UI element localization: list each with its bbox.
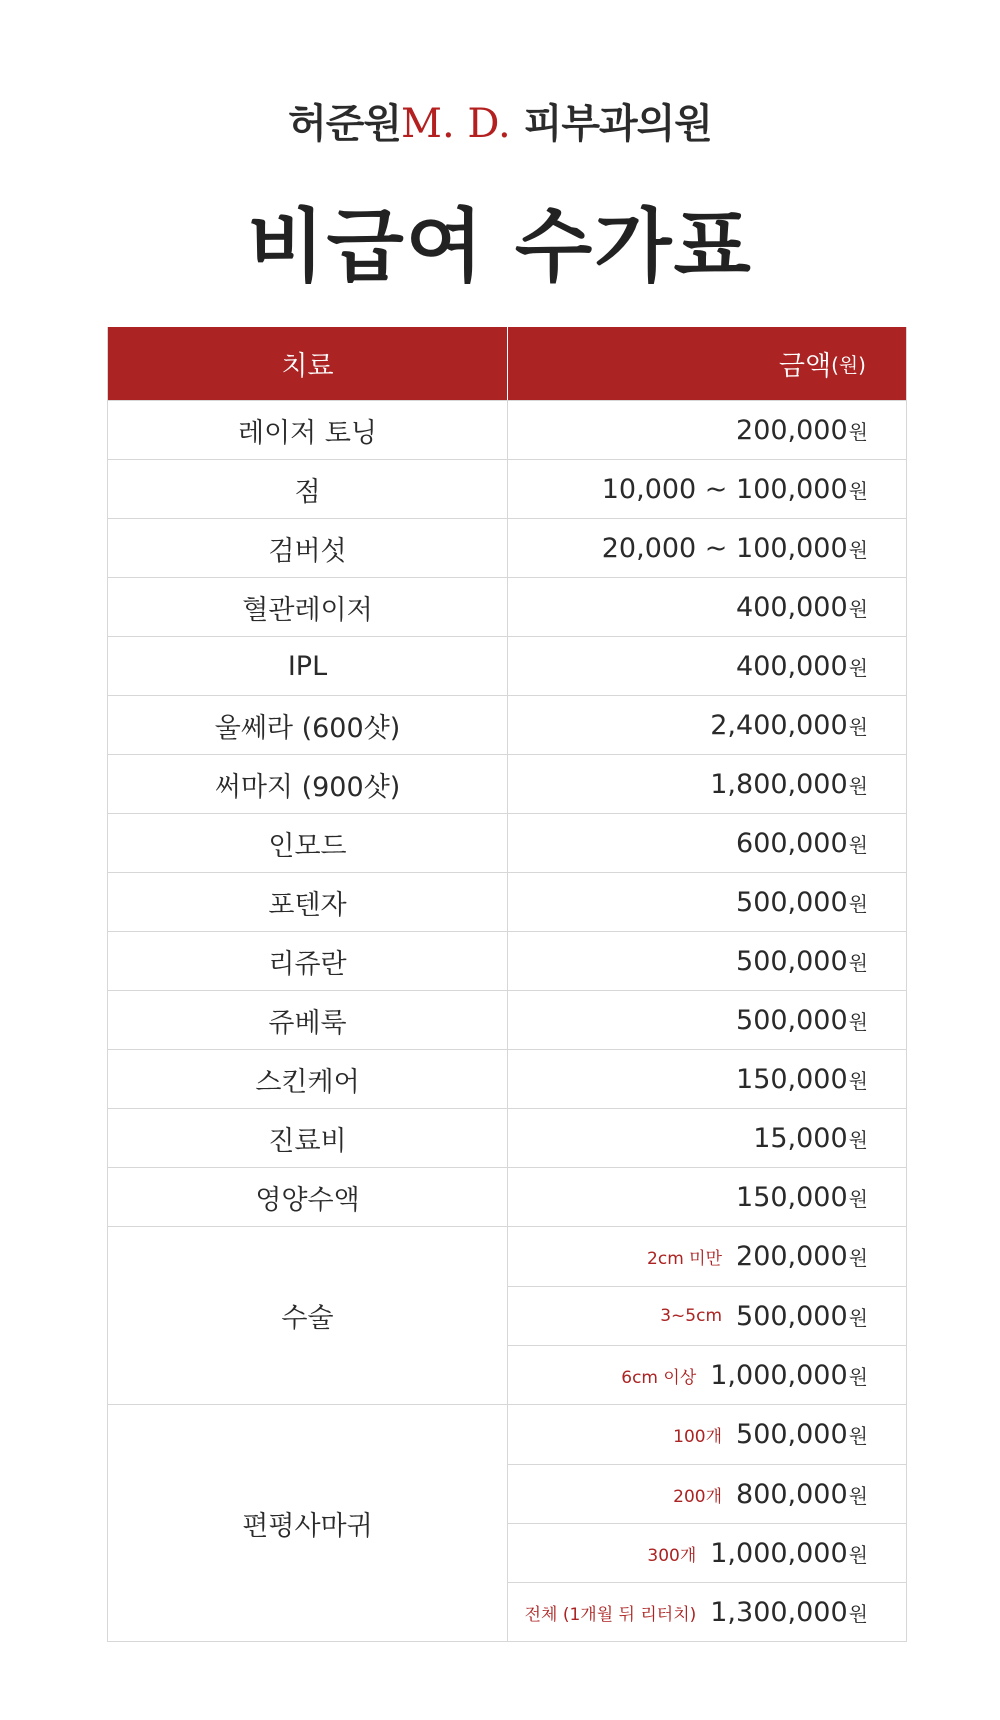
currency-unit: 원 [848,950,868,975]
row-values [508,1050,906,1108]
currency-unit: 원 [848,1601,868,1626]
row-values [508,1109,906,1167]
option-note: 6cm 이상 [621,1367,697,1388]
table-row [108,518,906,577]
price-value: 600,000 [736,827,848,859]
price-cell [508,1109,906,1167]
option-note: 2cm 미만 [647,1249,723,1269]
option-cell [508,1286,906,1345]
row-name: 진료비 [108,1109,508,1167]
header-amount-label: 금액 [778,351,832,382]
price-cell [508,873,906,931]
price-value: 150,000 [736,1181,848,1213]
row-name: 수술 [108,1227,508,1404]
clinic-name-md: M. D. [401,101,511,147]
price-value: 10,000 ~ 100,000 [601,473,848,505]
row-values [508,755,906,813]
currency-unit: 원 [848,714,868,739]
price-cell [508,578,906,636]
currency-unit: 원 [848,891,868,916]
row-name: 인모드 [108,814,508,872]
price-value: 1,800,000 [710,768,848,800]
price-value: 1,000,000 [710,1537,848,1569]
price-cell [508,932,906,990]
header-amount-unit: (원) [831,353,866,377]
table-row [108,1108,906,1167]
table-row [108,1049,906,1108]
table-row [108,872,906,931]
row-name: 울쎄라 (600샷) [108,696,508,754]
price-value: 20,000 ~ 100,000 [601,532,848,564]
price-cell [508,637,906,695]
price-value: 500,000 [736,945,848,977]
row-name: 포텐자 [108,873,508,931]
table-header [108,327,906,400]
currency-unit: 원 [848,419,868,444]
row-values [508,460,906,518]
price-table [107,327,907,1642]
table-row [108,636,906,695]
price-cell [508,1168,906,1226]
price-value: 200,000 [736,1241,848,1272]
price-value: 2,400,000 [710,709,848,741]
price-cell [508,696,906,754]
row-name: 편평사마귀 [108,1405,508,1641]
row-name: 혈관레이저 [108,578,508,636]
table-row [108,400,906,459]
currency-unit: 원 [848,655,868,680]
row-name: 스킨케어 [108,1050,508,1108]
currency-unit: 원 [848,1364,868,1389]
price-value: 500,000 [736,1004,848,1036]
currency-unit: 원 [848,1127,868,1152]
currency-unit: 원 [848,537,868,562]
price-value: 1,000,000 [710,1359,848,1391]
price-cell [508,991,906,1049]
table-row [108,577,906,636]
table-row [108,813,906,872]
row-values [508,932,906,990]
row-values [508,696,906,754]
currency-unit: 원 [848,1483,868,1508]
row-values [508,637,906,695]
currency-unit: 원 [848,832,868,857]
clinic-name-suffix: 피부과의원 [523,100,712,147]
row-name: 레이저 토닝 [108,401,508,459]
surgery-options [508,1227,906,1404]
price-value: 200,000 [736,414,848,446]
row-values [508,814,906,872]
currency-unit: 원 [848,478,868,503]
row-name: 리쥬란 [108,932,508,990]
currency-unit: 원 [848,596,868,621]
row-name: 점 [108,460,508,518]
table-row [108,990,906,1049]
price-value: 400,000 [736,591,848,623]
table-row [108,459,906,518]
price-cell [508,401,906,459]
option-cell [508,1345,906,1404]
currency-unit: 원 [848,1068,868,1093]
currency-unit: 원 [848,1186,868,1211]
table-row [108,754,906,813]
row-name: 검버섯 [108,519,508,577]
option-note: 전체 (1개월 뒤 리터치) [524,1604,697,1625]
price-value: 15,000 [753,1122,848,1154]
wart-options [508,1405,906,1641]
price-value: 500,000 [736,886,848,918]
currency-unit: 원 [848,1009,868,1034]
simple-rows [108,400,906,1226]
option-cell [508,1582,906,1641]
page-title: 비급여 수가표 [247,200,753,293]
price-value: 500,000 [736,1419,848,1450]
table-row [108,1167,906,1226]
price-cell [508,755,906,813]
price-value: 500,000 [736,1300,848,1332]
price-cell [508,1050,906,1108]
price-value: 1,300,000 [710,1596,848,1628]
currency-unit: 원 [848,1246,868,1270]
option-note: 200개 [673,1486,723,1507]
price-cell [508,519,906,577]
option-cell [508,1523,906,1582]
price-value: 400,000 [736,650,848,682]
row-values [508,578,906,636]
header-amount [508,327,906,400]
row-values [508,1168,906,1226]
clinic-name-prefix: 허준원 [288,100,402,147]
price-cell [508,814,906,872]
option-note: 300개 [647,1545,697,1566]
currency-unit: 원 [848,773,868,798]
option-cell [508,1405,906,1464]
row-name: 써마지 (900샷) [108,755,508,813]
header-treatment: 치료 [108,327,508,400]
option-note: 100개 [673,1427,723,1447]
row-name: IPL [108,637,508,695]
currency-unit: 원 [848,1305,868,1330]
table-row [108,931,906,990]
option-cell [508,1227,906,1286]
table-row-surgery [108,1226,906,1404]
table-row-wart [108,1404,906,1641]
option-note: 3~5cm [660,1306,723,1326]
row-values [508,873,906,931]
row-values [508,519,906,577]
table-row [108,695,906,754]
price-value: 150,000 [736,1063,848,1095]
option-cell [508,1464,906,1523]
currency-unit: 원 [848,1424,868,1448]
currency-unit: 원 [848,1542,868,1567]
row-name: 영양수액 [108,1168,508,1226]
price-value: 800,000 [736,1478,848,1510]
clinic-name [0,92,1000,149]
row-values [508,401,906,459]
price-cell [508,460,906,518]
row-values [508,991,906,1049]
row-name: 쥬베룩 [108,991,508,1049]
